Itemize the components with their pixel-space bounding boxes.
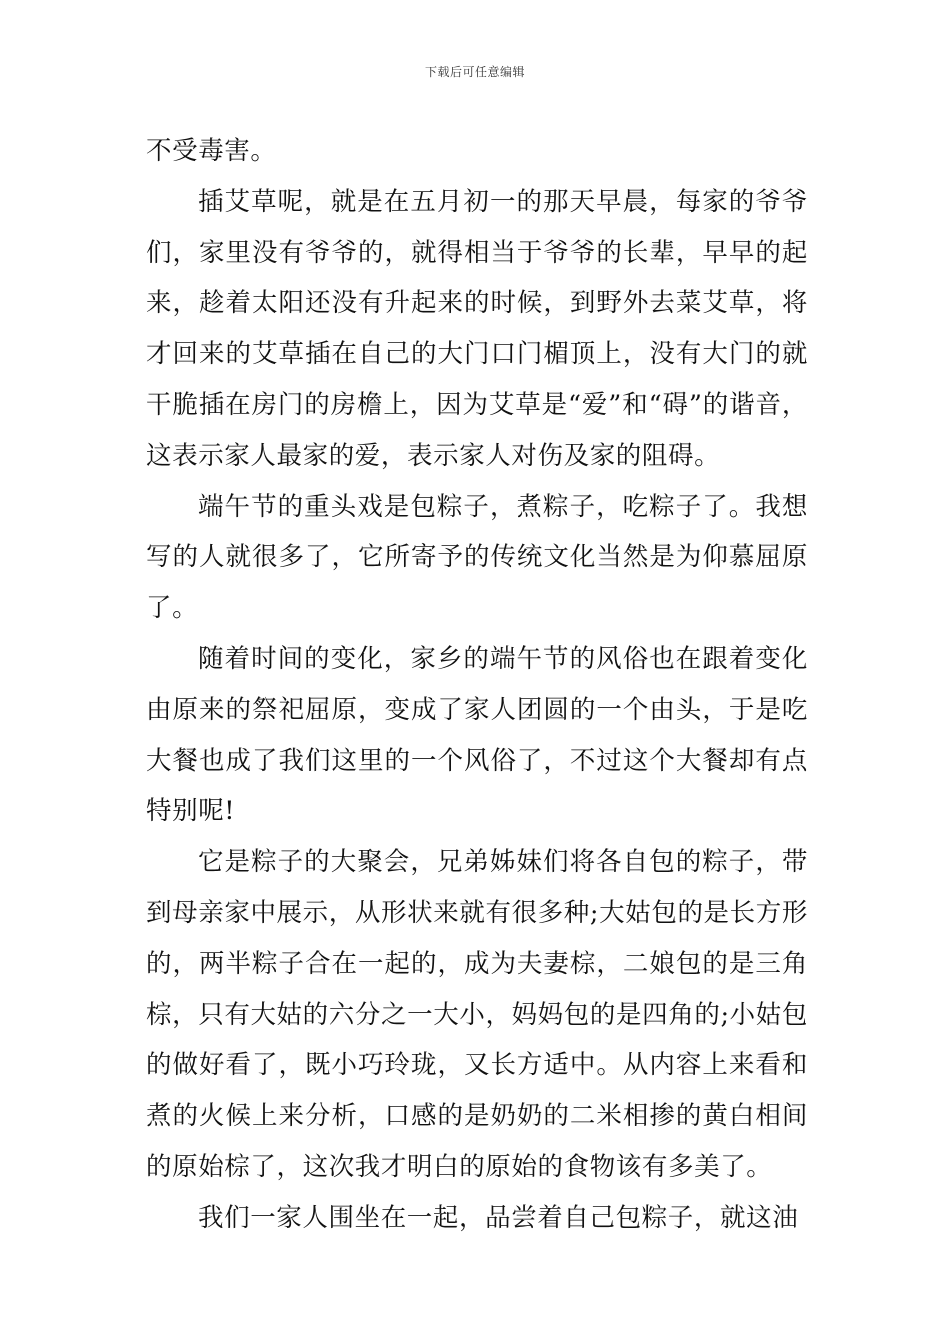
paragraph-5: 它是粽子的大聚会，兄弟姊妹们将各自包的粽子，带到母亲家中展示，从形状来就有很多种;大姑包的是长方形的，两半粽子合在一起的，成为夫妻棕，二娘包的是三角棕，只有大姑的六分之一大小，妈妈包的是四角的;小姑包的做好看了，既小巧玲珑，又长方适中。从内容上来看和煮的火候上来分析，口感的是奶奶的二米相掺的黄白相间的原始棕了，这次我才明白的原始的食物该有多美了。 [146, 847, 808, 1182]
page-header: 下载后可任意编辑 [424, 65, 525, 79]
paragraph-2: 插艾草呢，就是在五月初一的那天早晨，每家的爷爷们，家里没有爷爷的，就得相当于爷爷的长辈，早早的起来，趁着太阳还没有升起来的时候，到野外去菜艾草，将才回来的艾草插在自己的大门口门楣顶上，没有大门的就干脆插在房门的房檐上，因为艾草是“爱”和“碍”的谐音，这表示家人最家的爱，表示家人对伤及家的阻碍。 [146, 186, 808, 471]
document-body [146, 126, 808, 1244]
paragraph-4: 随着时间的变化，家乡的端午节的风俗也在跟着变化由原来的祭祀屈原，变成了家人团圆的一个由头，于是吃大餐也成了我们这里的一个风俗了，不过这个大餐却有点特别呢! [146, 643, 808, 827]
paragraph-1: 不受毒害。 [146, 136, 277, 166]
paragraph-3: 端午节的重头戏是包粽子，煮粽子，吃粽子了。我想写的人就很多了，它所寄予的传统文化当然是为仰慕屈原了。 [146, 491, 808, 624]
paragraph-6: 我们一家人围坐在一起，品尝着自己包粽子，就这油 [198, 1202, 799, 1233]
